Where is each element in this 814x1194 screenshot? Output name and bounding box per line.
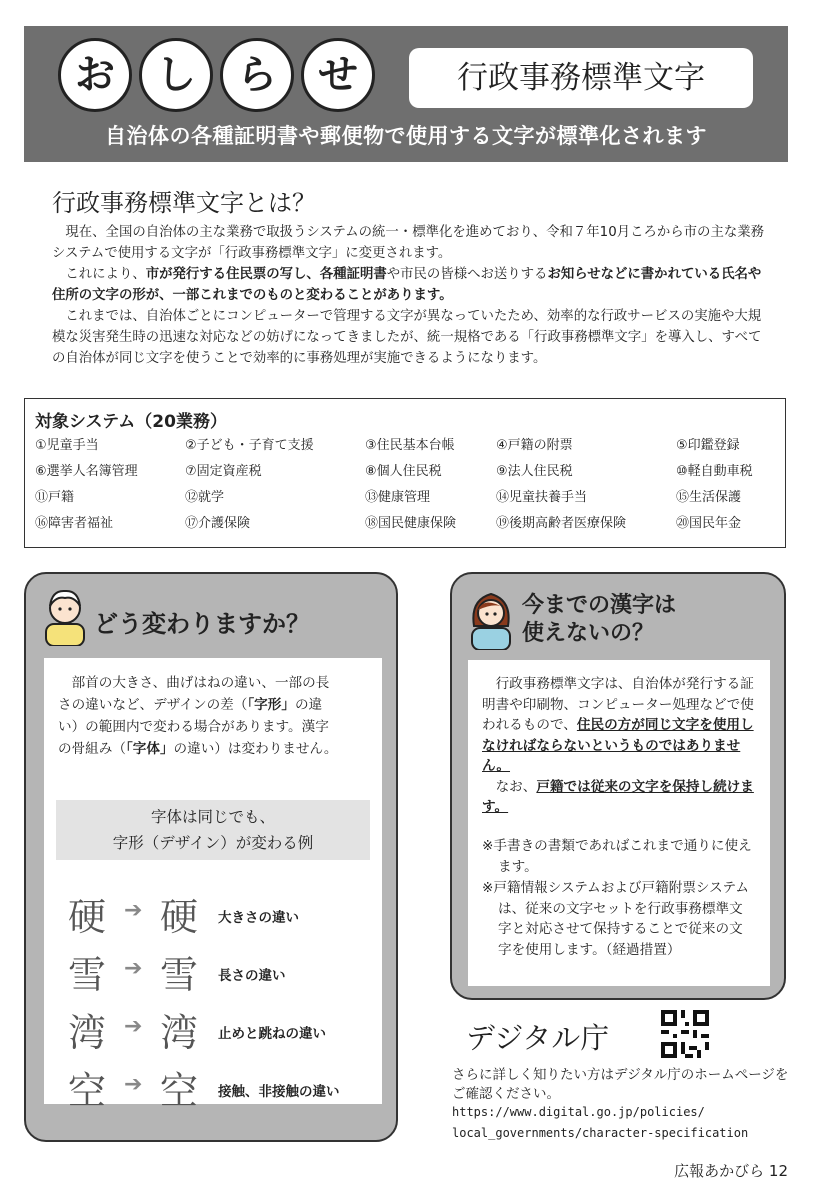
header-banner bbox=[24, 26, 788, 162]
old-kanji-body: 行政事務標準文字は、自治体が発行する証明書や印刷物、コンピューター処理などで使われるもので、住民の方が同じ文字を使用しなければならないというものではありません。 なお、戸籍では従来の文字を保持し続けます。 bbox=[482, 676, 754, 815]
woman-avatar-icon bbox=[466, 586, 516, 650]
example-kanji-before: 湾 bbox=[68, 1011, 107, 1055]
example-label: 大きさの違い bbox=[218, 910, 299, 926]
target-system-item: ⑧個人住民税 bbox=[365, 464, 442, 479]
arrow-right-icon: ➔ bbox=[124, 956, 143, 981]
example-label: 接触、非接触の違い bbox=[218, 1084, 340, 1100]
how-change-body: 部首の大きさ、曲げはねの違い、一部の長さの違いなど、デザインの差（「字形」の違い）の範囲内で変わる場合があります。漢字の骨組み（「字体」の違い）は変わりません。 bbox=[58, 675, 338, 757]
arrow-right-icon: ➔ bbox=[124, 898, 143, 923]
target-system-item: ⑫就学 bbox=[185, 490, 225, 505]
target-system-item: ⑤印鑑登録 bbox=[676, 438, 740, 453]
target-system-item: ⑳国民年金 bbox=[676, 516, 742, 531]
target-systems-title: 対象システム（20業務） bbox=[35, 412, 227, 432]
example-kanji-after: 湾 bbox=[160, 1011, 199, 1055]
how-change-content bbox=[44, 658, 382, 1113]
how-change-heading: どう変わりますか？ bbox=[94, 610, 310, 638]
digital-agency-title: デジタル庁 bbox=[466, 1021, 610, 1055]
title-char-1: お bbox=[58, 38, 132, 112]
target-system-item: ②子ども・子育て支援 bbox=[185, 438, 314, 453]
example-label: 長さの違い bbox=[218, 968, 286, 984]
target-systems-box bbox=[24, 398, 786, 548]
target-system-item: ⑱国民健康保険 bbox=[365, 516, 457, 531]
page-footer: 広報あかびら 12 bbox=[674, 1162, 788, 1180]
example-label: 止めと跳ねの違い bbox=[218, 1026, 326, 1042]
arrow-right-icon: ➔ bbox=[124, 1072, 143, 1097]
target-system-item: ⑯障害者福祉 bbox=[35, 516, 114, 531]
old-kanji-heading: 今までの漢字は 使えないの？ bbox=[522, 593, 677, 646]
intro-body bbox=[52, 222, 764, 369]
example-caption: 字体は同じでも、 字形（デザイン）が変わる例 bbox=[56, 800, 370, 860]
target-system-item: ①児童手当 bbox=[35, 438, 99, 453]
target-system-item: ③住民基本台帳 bbox=[365, 438, 455, 453]
old-kanji-panel bbox=[450, 572, 786, 1000]
example-kanji-before: 空 bbox=[68, 1069, 107, 1113]
target-system-item: ⑦固定資産税 bbox=[185, 464, 262, 479]
target-system-item: ④戸籍の附票 bbox=[496, 438, 573, 453]
digital-agency-url-line-1[interactable]: https://www.digital.go.jp/policies/ bbox=[452, 1105, 705, 1119]
digital-agency-url-line-2[interactable]: local_governments/character-specification bbox=[452, 1126, 749, 1140]
target-system-item: ⑰介護保険 bbox=[185, 516, 251, 531]
title-char-2: し bbox=[139, 38, 213, 112]
example-kanji-before: 雪 bbox=[68, 953, 107, 997]
target-system-item: ⑬健康管理 bbox=[365, 490, 431, 505]
example-kanji-after: 雪 bbox=[160, 953, 199, 997]
intro-paragraph-3: これまでは、自治体ごとにコンピューターで管理する文字が異なっていたため、効率的な行政サービスの実施や大規模な災害発生時の迅速な対応などの妨げになってきましたが、統一規格である「行政事務標準文字」を導入し、すべての自治体が同じ文字を使うことで効率的に事務処理が実施できるようになります。 bbox=[52, 309, 762, 366]
how-change-panel bbox=[24, 572, 398, 1142]
target-system-item: ⑲後期高齢者医療保険 bbox=[496, 516, 627, 531]
title-char-3: ら bbox=[220, 38, 294, 112]
target-system-item: ⑭児童扶養手当 bbox=[496, 490, 588, 505]
title-char-4: せ bbox=[301, 38, 375, 112]
target-system-item: ⑩軽自動車税 bbox=[676, 464, 753, 479]
example-kanji-after: 硬 bbox=[160, 895, 199, 939]
intro-paragraph-1: 現在、全国の自治体の主な業務で取扱うシステムの統一・標準化を進めており、令和７年10月ころから市の主な業務システムで使用する文字が「行政事務標準文字」に変更されます。 bbox=[52, 225, 765, 261]
example-kanji-after: 空 bbox=[160, 1069, 199, 1113]
arrow-right-icon: ➔ bbox=[124, 1014, 143, 1039]
man-avatar-icon bbox=[40, 584, 90, 646]
qr-code-icon[interactable] bbox=[661, 1010, 709, 1058]
boxed-title: 行政事務標準文字 bbox=[409, 48, 753, 108]
target-system-item: ⑮生活保護 bbox=[676, 490, 742, 505]
intro-paragraph-2: これにより、市が発行する住民票の写し、各種証明書や市民の皆様へお送りするお知らせなどに書かれている氏名や住所の文字の形が、一部これまでのものと変わることがあります。 bbox=[52, 267, 762, 303]
note-handwritten: ※手書きの書類であればこれまで通りに使えます。 bbox=[482, 838, 752, 875]
intro-heading: 行政事務標準文字とは？ bbox=[52, 189, 316, 217]
target-system-item: ⑥選挙人名簿管理 bbox=[35, 464, 138, 479]
example-kanji-before: 硬 bbox=[68, 895, 107, 939]
target-system-item: ⑨法人住民税 bbox=[496, 464, 573, 479]
header-subtitle: 自治体の各種証明書や郵便物で使用する文字が標準化されます bbox=[105, 124, 707, 148]
note-koseki-system: ※戸籍情報システムおよび戸籍附票システムは、従来の文字セットを行政事務標準文字と対応させて保持することで従来の文字を使用します。（経過措置） bbox=[482, 880, 749, 958]
target-system-item: ⑪戸籍 bbox=[35, 490, 75, 505]
old-kanji-content bbox=[468, 660, 770, 986]
digital-agency-text: さらに詳しく知りたい方はデジタル庁のホームページをご確認ください。 bbox=[452, 1067, 789, 1102]
